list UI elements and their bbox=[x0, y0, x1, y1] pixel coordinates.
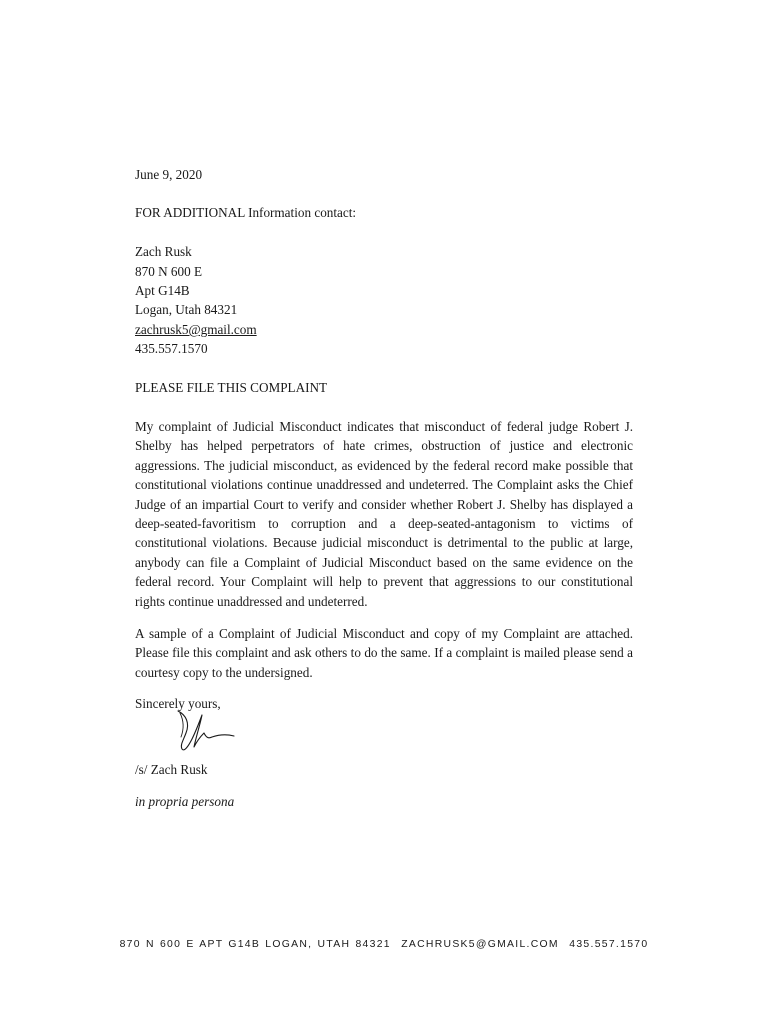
complaint-paragraph: My complaint of Judicial Misconduct indicates that misconduct of federal judge Robert J. Shelby has helped perpetrators of hate crimes, obstruction of justice and electronic aggressions. The judicial misconduct, as evidenced by the federal record make possible that constitutional violations continue unaddressed and undeterred. The Complaint asks the Chief Judge of an impartial Court to verify and consider whether Robert J. Shelby has displayed a deep-seated-favoritism to corruption and a deep-seated-antagonism to victims of constitutional violations. Because judicial misconduct is detrimental to the public at large, anybody can file a Complaint of Judicial Misconduct based on the same evidence on the federal record. Your Complaint will help to prevent that aggressions to our constitutional rights continue unaddressed and undeterred. bbox=[135, 419, 633, 609]
file-request-heading: PLEASE FILE THIS COMPLAINT bbox=[135, 380, 328, 395]
contact-city-state-zip: Logan, Utah 84321 bbox=[135, 302, 238, 317]
persona-italic-text: in propria persona bbox=[135, 794, 235, 809]
letter-date: June 9, 2020 bbox=[135, 167, 203, 182]
contact-email-link[interactable]: zachrusk5@gmail.com bbox=[135, 322, 257, 337]
footer-phone: 435.557.1570 bbox=[569, 939, 649, 950]
handwritten-signature bbox=[166, 703, 238, 759]
footer-address: 870 N 600 E APT G14B LOGAN, UTAH 84321 bbox=[119, 939, 391, 950]
contact-name: Zach Rusk bbox=[135, 244, 192, 259]
contact-heading: FOR ADDITIONAL Information contact: bbox=[135, 205, 357, 220]
attachment-paragraph: A sample of a Complaint of Judicial Misconduct and copy of my Complaint are attached. Please file this complaint and ask others to do the same. If a complaint is mailed please send a courtesy copy to the undersigned. bbox=[135, 626, 633, 680]
persona-line bbox=[135, 792, 234, 811]
contact-phone: 435.557.1570 bbox=[135, 341, 208, 356]
contact-street: 870 N 600 E bbox=[135, 264, 203, 279]
signature-line: /s/ Zach Rusk bbox=[135, 762, 208, 777]
contact-apt: Apt G14B bbox=[135, 283, 190, 298]
letterhead-footer bbox=[0, 935, 768, 954]
closing-text: Sincerely yours, bbox=[135, 696, 221, 711]
footer-email: ZACHRUSK5@GMAIL.COM bbox=[401, 939, 559, 950]
contact-email-wrapper bbox=[135, 320, 257, 339]
